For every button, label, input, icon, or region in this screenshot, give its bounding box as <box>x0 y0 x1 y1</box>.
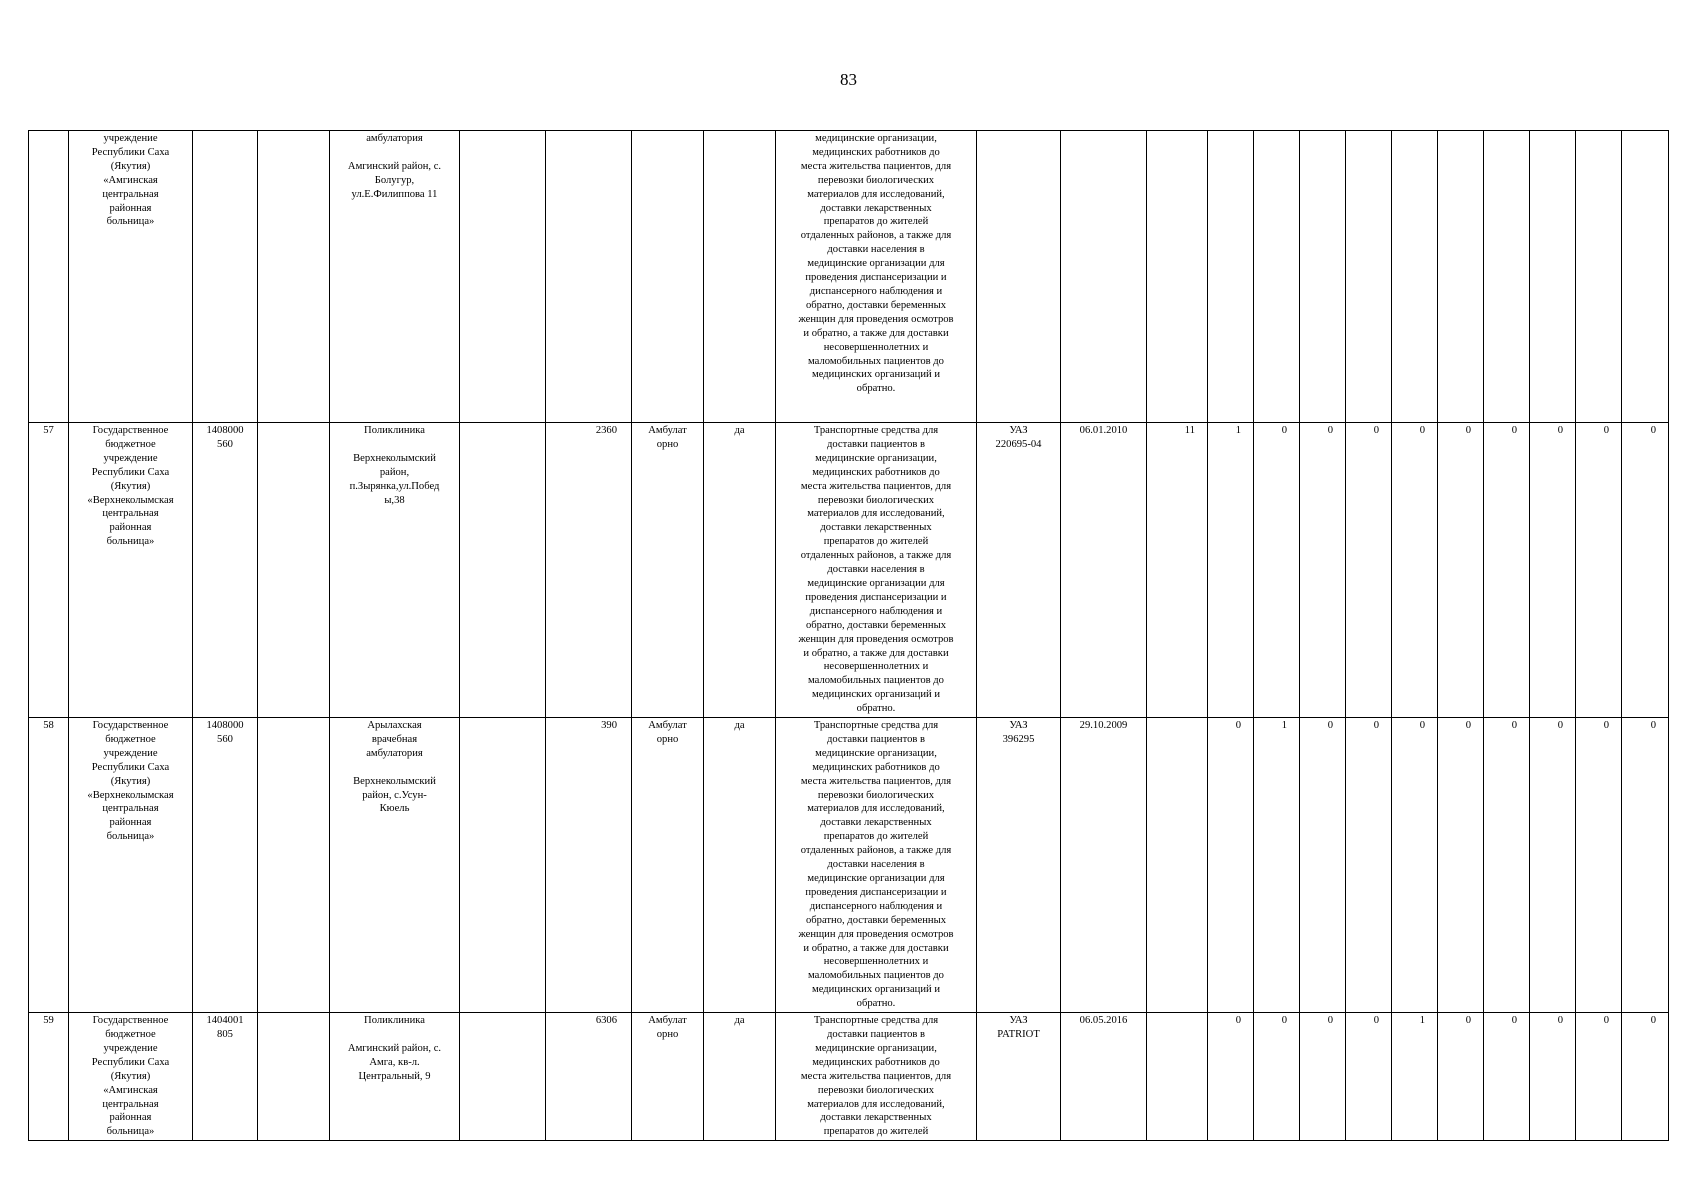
row-number-cell <box>29 131 69 423</box>
flag-cell: да <box>704 718 776 1013</box>
table-row <box>29 131 1669 423</box>
vehicle-age-cell <box>1147 1013 1208 1141</box>
empty-cell <box>258 131 330 423</box>
count-cell: 0 <box>1208 718 1254 1013</box>
vehicle-age-cell <box>1147 131 1208 423</box>
registration-date-cell: 06.05.2016 <box>1061 1013 1147 1141</box>
count-cell: 0 <box>1346 1013 1392 1141</box>
care-mode-cell: Амбулат орно <box>632 718 704 1013</box>
vehicle-model-cell: УАЗ 396295 <box>977 718 1061 1013</box>
count-cell: 0 <box>1484 718 1530 1013</box>
vehicle-age-cell <box>1147 718 1208 1013</box>
row-number-cell: 58 <box>29 718 69 1013</box>
count-cell: 0 <box>1346 423 1392 718</box>
count-cell: 0 <box>1438 718 1484 1013</box>
service-count-cell: 390 <box>546 718 632 1013</box>
empty-cell <box>460 1013 546 1141</box>
count-cell <box>1438 131 1484 423</box>
count-cell <box>1300 131 1346 423</box>
facility-address-cell: Арылахская врачебная амбулатория Верхнеколымский район, с.Усун- Кюель <box>330 718 460 1013</box>
service-count-cell: 2360 <box>546 423 632 718</box>
count-cell: 1 <box>1392 1013 1438 1141</box>
purpose-cell: Транспортные средства для доставки пациентов в медицинские организации, медицинских работников до места жительства пациентов, для перевозки биологических материалов для исследований, доставки лекарственных препаратов до жителей <box>776 1013 977 1141</box>
count-cell: 0 <box>1576 423 1622 718</box>
service-count-cell: 6306 <box>546 1013 632 1141</box>
flag-cell: да <box>704 1013 776 1141</box>
vehicle-age-cell: 11 <box>1147 423 1208 718</box>
registration-date-cell <box>1061 131 1147 423</box>
inn-cell: 1408000 560 <box>193 718 258 1013</box>
count-cell <box>1346 131 1392 423</box>
facility-address-cell: амбулатория Амгинский район, с. Болугур, ул.Е.Филиппова 11 <box>330 131 460 423</box>
purpose-cell: медицинские организации, медицинских работников до места жительства пациентов, для перевозки биологических материалов для исследований, доставки лекарственных препаратов до жителей отдаленных районов, а также для доставки населения в медицинские организации для проведения диспансеризации и диспансерного наблюдения и обратно, доставки беременных женщин для проведения осмотров и обратно, а также для доставки несовершеннолетних и маломобильных пациентов до медицинских организаций и обратно. <box>776 131 977 423</box>
organization-cell: учреждение Республики Саха (Якутия) «Амгинская центральная районная больница» <box>69 131 193 423</box>
care-mode-cell: Амбулат орно <box>632 423 704 718</box>
page-number: 83 <box>840 70 857 89</box>
count-cell: 0 <box>1576 1013 1622 1141</box>
empty-cell <box>460 423 546 718</box>
vehicle-model-cell: УАЗ PATRIOT <box>977 1013 1061 1141</box>
count-cell: 0 <box>1576 718 1622 1013</box>
vehicle-registry-table <box>28 130 1669 1141</box>
count-cell: 0 <box>1438 423 1484 718</box>
count-cell: 0 <box>1392 718 1438 1013</box>
organization-cell: Государственное бюджетное учреждение Республики Саха (Якутия) «Верхнеколымская центральная районная больница» <box>69 718 193 1013</box>
organization-cell: Государственное бюджетное учреждение Республики Саха (Якутия) «Верхнеколымская центральная районная больница» <box>69 423 193 718</box>
count-cell: 0 <box>1622 1013 1669 1141</box>
vehicle-model-cell <box>977 131 1061 423</box>
count-cell: 0 <box>1622 718 1669 1013</box>
empty-cell <box>258 423 330 718</box>
table-row <box>29 423 1669 718</box>
service-count-cell <box>546 131 632 423</box>
table-row <box>29 718 1669 1013</box>
count-cell <box>1208 131 1254 423</box>
care-mode-cell: Амбулат орно <box>632 1013 704 1141</box>
count-cell <box>1254 131 1300 423</box>
flag-cell: да <box>704 423 776 718</box>
vehicle-model-cell: УАЗ 220695-04 <box>977 423 1061 718</box>
empty-cell <box>258 1013 330 1141</box>
count-cell: 0 <box>1392 423 1438 718</box>
flag-cell <box>704 131 776 423</box>
count-cell: 1 <box>1208 423 1254 718</box>
care-mode-cell <box>632 131 704 423</box>
empty-cell <box>258 718 330 1013</box>
count-cell: 0 <box>1254 1013 1300 1141</box>
count-cell: 0 <box>1530 423 1576 718</box>
count-cell <box>1530 131 1576 423</box>
count-cell: 0 <box>1622 423 1669 718</box>
row-number-cell: 59 <box>29 1013 69 1141</box>
count-cell: 0 <box>1300 1013 1346 1141</box>
empty-cell <box>460 718 546 1013</box>
purpose-cell: Транспортные средства для доставки пациентов в медицинские организации, медицинских работников до места жительства пациентов, для перевозки биологических материалов для исследований, доставки лекарственных препаратов до жителей отдаленных районов, а также для доставки населения в медицинские организации для проведения диспансеризации и диспансерного наблюдения и обратно, доставки беременных женщин для проведения осмотров и обратно, а также для доставки несовершеннолетних и маломобильных пациентов до медицинских организаций и обратно. <box>776 423 977 718</box>
count-cell: 1 <box>1254 718 1300 1013</box>
empty-cell <box>460 131 546 423</box>
inn-cell: 1408000 560 <box>193 423 258 718</box>
inn-cell <box>193 131 258 423</box>
facility-address-cell: Поликлиника Верхнеколымский район, п.Зырянка,ул.Побед ы,38 <box>330 423 460 718</box>
count-cell <box>1392 131 1438 423</box>
count-cell: 0 <box>1530 718 1576 1013</box>
count-cell: 0 <box>1300 718 1346 1013</box>
count-cell: 0 <box>1208 1013 1254 1141</box>
organization-cell: Государственное бюджетное учреждение Республики Саха (Якутия) «Амгинская центральная районная больница» <box>69 1013 193 1141</box>
count-cell: 0 <box>1438 1013 1484 1141</box>
row-number-cell: 57 <box>29 423 69 718</box>
facility-address-cell: Поликлиника Амгинский район, с. Амга, кв-л. Центральный, 9 <box>330 1013 460 1141</box>
registration-date-cell: 06.01.2010 <box>1061 423 1147 718</box>
count-cell <box>1622 131 1669 423</box>
count-cell: 0 <box>1484 423 1530 718</box>
count-cell: 0 <box>1254 423 1300 718</box>
count-cell <box>1576 131 1622 423</box>
purpose-cell: Транспортные средства для доставки пациентов в медицинские организации, медицинских работников до места жительства пациентов, для перевозки биологических материалов для исследований, доставки лекарственных препаратов до жителей отдаленных районов, а также для доставки населения в медицинские организации для проведения диспансеризации и диспансерного наблюдения и обратно, доставки беременных женщин для проведения осмотров и обратно, а также для доставки несовершеннолетних и маломобильных пациентов до медицинских организаций и обратно. <box>776 718 977 1013</box>
count-cell <box>1484 131 1530 423</box>
count-cell: 0 <box>1346 718 1392 1013</box>
count-cell: 0 <box>1300 423 1346 718</box>
count-cell: 0 <box>1484 1013 1530 1141</box>
registration-date-cell: 29.10.2009 <box>1061 718 1147 1013</box>
count-cell: 0 <box>1530 1013 1576 1141</box>
table-row <box>29 1013 1669 1141</box>
inn-cell: 1404001 805 <box>193 1013 258 1141</box>
